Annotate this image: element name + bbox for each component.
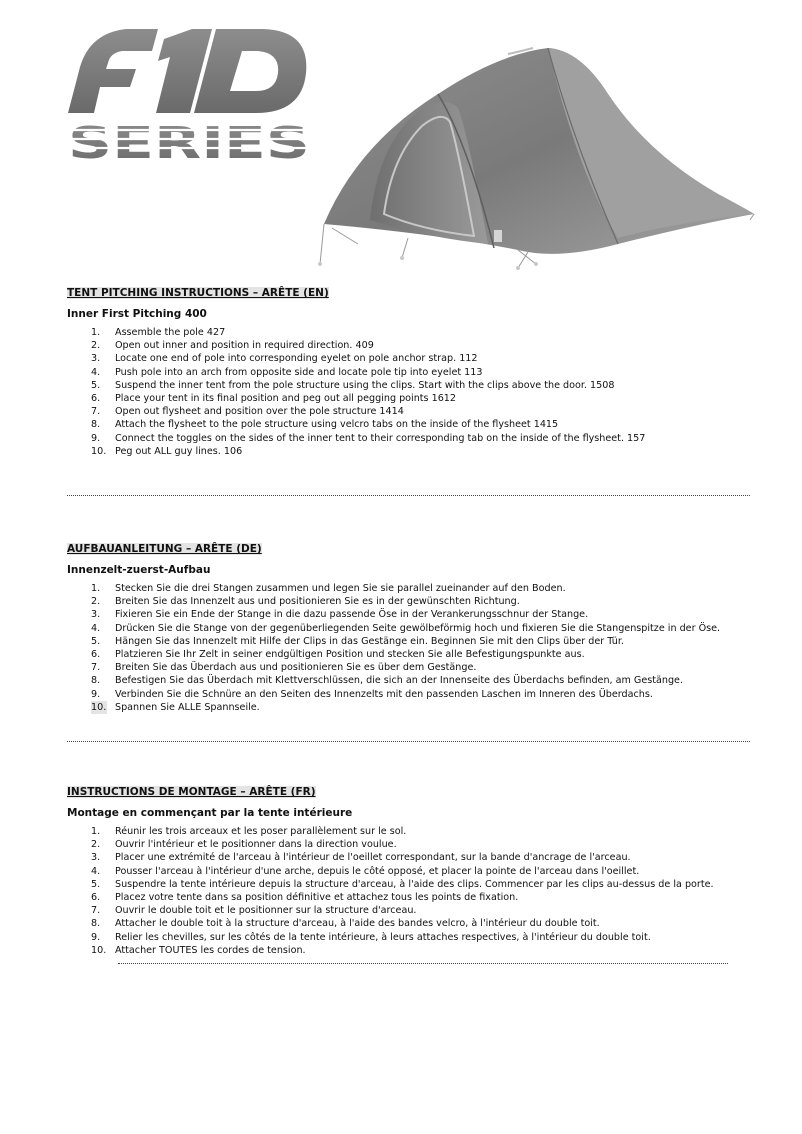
list-item: 9. Verbinden Sie die Schnüre an den Seiten des Innenzelts mit den passenden Laschen im Inneren des Überdachs.	[91, 688, 653, 700]
section-fr	[67, 785, 757, 957]
list-item: 5. Suspendre la tente intérieure depuis la structure d'arceau, à l'aide des clips. Commencer par les clips au-dessus de la porte.	[91, 878, 714, 890]
list-item: 8. Attacher le double toit à la structure d'arceau, à l'aide des bandes velcro, à l'intérieur du double toit.	[91, 918, 600, 930]
list-item: 6. Place your tent in its final position and peg out all pegging points 1612	[91, 393, 457, 405]
list-item: 2. Ouvrir l'intérieur et le positionner dans la direction voulue.	[91, 839, 397, 851]
list-item: 5. Hängen Sie das Innenzelt mit Hilfe der Clips in das Gestänge ein. Beginnen Sie mit den Clips über der Tür.	[91, 635, 624, 647]
section-de-title: AUFBAUANLEITUNG – ARÊTE (DE)	[67, 543, 262, 555]
section-en-title: TENT PITCHING INSTRUCTIONS – ARÊTE (EN)	[67, 287, 329, 299]
list-item: 10. Peg out ALL guy lines. 106	[91, 445, 243, 457]
list-item: 7. Open out flysheet and position over the pole structure 1414	[91, 406, 404, 418]
list-item: 9. Connect the toggles on the sides of the inner tent to their corresponding tab on the inside of the flysheet. 157	[91, 432, 646, 444]
list-item: 8. Befestigen Sie das Überdach mit Klettverschlüssen, die sich an der Innenseite des Überdachs befinden, am Gestänge.	[91, 675, 683, 687]
section-fr-steps	[67, 825, 757, 957]
list-item: 1. Assemble the pole 427	[91, 327, 226, 338]
svg-text:SERIES: SERIES	[68, 118, 310, 167]
dotted-divider	[118, 963, 728, 964]
section-de-steps	[67, 582, 757, 714]
section-de	[67, 542, 757, 714]
dotted-divider	[67, 741, 750, 742]
section-en-steps	[67, 326, 757, 458]
section-en-subtitle: Inner First Pitching 400	[67, 308, 207, 320]
list-item: 2. Breiten Sie das Innenzelt aus und positionieren Sie es in der gewünschten Richtung.	[91, 596, 520, 608]
section-fr-title: INSTRUCTIONS DE MONTAGE – ARÊTE (FR)	[67, 786, 316, 798]
list-item: 9. Relier les chevilles, sur les côtés de la tente intérieure, à leurs attaches respectives, à l'intérieur du double toit.	[91, 931, 651, 943]
list-item: 1. Stecken Sie die drei Stangen zusammen und legen Sie sie parallel zueinander auf den Boden.	[91, 583, 566, 594]
list-item: 6. Platzieren Sie Ihr Zelt in seiner endgültigen Position und stecken Sie alle Befestigungspunkte aus.	[91, 649, 585, 661]
list-item: 7. Ouvrir le double toit et le positionner sur la structure d'arceau.	[91, 905, 417, 917]
dotted-divider	[67, 495, 750, 496]
list-item: 4. Pousser l'arceau à l'intérieur d'une arche, depuis le côté opposé, et placer la pointe de l'arceau dans l'oeillet.	[91, 865, 640, 877]
list-item: 6. Placez votre tente dans sa position définitive et attachez tous les points de fixation.	[91, 892, 519, 904]
list-item: 10. Spannen Sie ALLE Spannseile.	[91, 701, 260, 713]
list-item: 1. Réunir les trois arceaux et les poser parallèlement sur le sol.	[91, 826, 407, 837]
f10-series-logo	[66, 27, 312, 167]
tent-illustration	[318, 24, 758, 286]
section-de-subtitle: Innenzelt-zuerst-Aufbau	[67, 564, 211, 576]
section-fr-subtitle: Montage en commençant par la tente intérieure	[67, 807, 353, 819]
list-item: 3. Placer une extrémité de l'arceau à l'intérieur de l'oeillet correspondant, sur la bande d'ancrage de l'arceau.	[91, 852, 631, 864]
list-item: 2. Open out inner and position in required direction. 409	[91, 340, 374, 352]
list-item: 4. Drücken Sie die Stange von der gegenüberliegenden Seite gewölbeförmig hoch und fixieren Sie die Stangenspitze in der Öse.	[91, 622, 721, 634]
list-item: 5. Suspend the inner tent from the pole structure using the clips. Start with the clips above the door. 1508	[91, 379, 615, 391]
list-item: 4. Push pole into an arch from opposite side and locate pole tip into eyelet 113	[91, 366, 483, 378]
list-item: 8. Attach the flysheet to the pole structure using velcro tabs on the inside of the flysheet 1415	[91, 419, 559, 431]
section-en	[67, 286, 757, 458]
list-item: 7. Breiten Sie das Überdach aus und positionieren Sie es über dem Gestänge.	[91, 662, 477, 674]
list-item: 3. Locate one end of pole into corresponding eyelet on pole anchor strap. 112	[91, 353, 478, 365]
list-item: 10. Attacher TOUTES les cordes de tension.	[91, 944, 306, 956]
list-item: 3. Fixieren Sie ein Ende der Stange in die dazu passende Öse in der Verankerungsschnur der Stange.	[91, 609, 589, 621]
